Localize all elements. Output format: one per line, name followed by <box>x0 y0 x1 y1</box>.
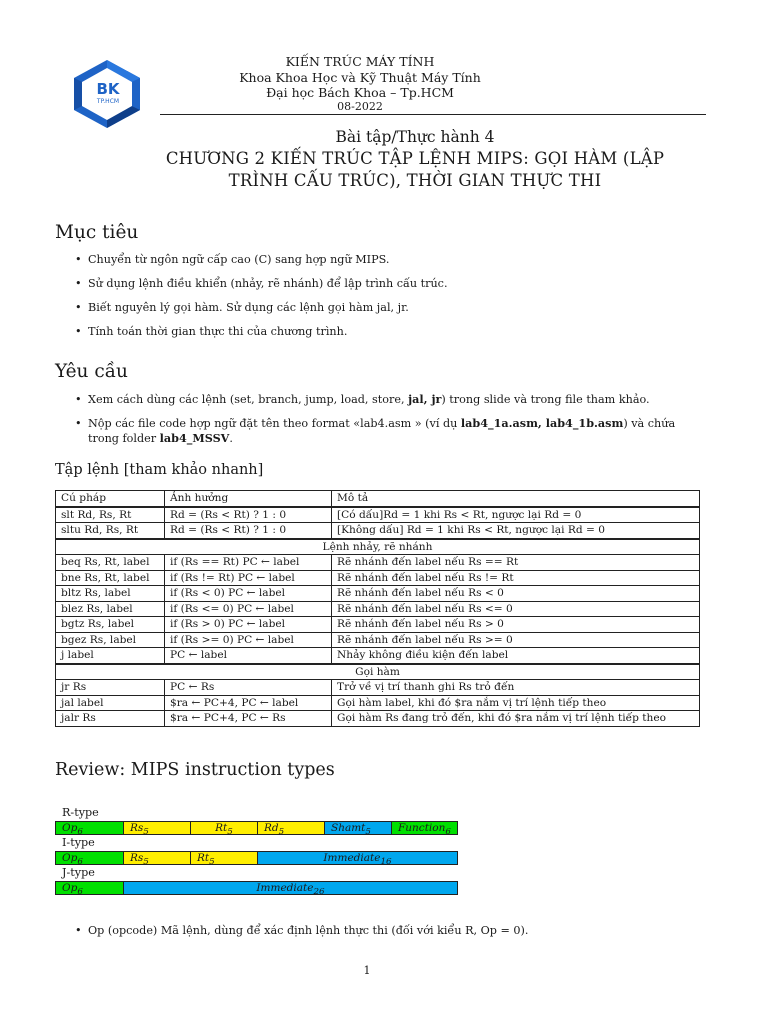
address-field: Immediate$_{26}$ <box>124 882 457 894</box>
req1-tail: ) trong slide và trong file tham khảo. <box>441 393 650 406</box>
table-cell: beq Rs, Rt, label <box>56 555 165 571</box>
table-cell: if (Rs <= 0) PC ← label <box>165 601 332 617</box>
table-cell: PC ← label <box>165 648 332 664</box>
table-row <box>56 570 700 586</box>
rs-field: $Rs_5$ <box>124 822 191 834</box>
header-cell: Ảnh hưởng <box>165 491 332 507</box>
table-row <box>56 711 700 727</box>
table-cell: $ra ← PC+4, PC ← Rs <box>165 711 332 727</box>
table-cell: Rd = (Rs < Rt) ? 1 : 0 <box>165 523 332 539</box>
table-row <box>56 617 700 633</box>
rs-field: $Rs_5$ <box>124 852 191 864</box>
list-item <box>75 416 705 446</box>
shamt-field: Shamt$_5$ <box>325 822 392 834</box>
table-row <box>56 680 700 696</box>
jtype-format-bar <box>55 881 458 895</box>
jtype-label: J-type <box>62 866 95 879</box>
chapter-title <box>120 148 710 192</box>
logo-text: BK <box>96 80 120 98</box>
table-cell: if (Rs >= 0) PC ← label <box>165 632 332 648</box>
table-cell: Rẽ nhánh đến label nếu Rs > 0 <box>332 617 700 633</box>
table-cell: Nhảy không điều kiện đến label <box>332 648 700 664</box>
itype-label: I-type <box>62 836 95 849</box>
table-section-row <box>56 664 700 680</box>
rtype-label: R-type <box>62 806 99 819</box>
table-cell: Rẽ nhánh đến label nếu Rs <= 0 <box>332 601 700 617</box>
header-course: KIẾN TRÚC MÁY TÍNH <box>285 54 435 69</box>
table-cell: blez Rs, label <box>56 601 165 617</box>
table-cell: Trở về vị trí thanh ghi Rs trỏ đến <box>332 680 700 696</box>
table-cell: [Không dấu] Rd = 1 khi Rs < Rt, ngược lại Rd = 0 <box>332 523 700 539</box>
table-cell: bgtz Rs, label <box>56 617 165 633</box>
req2-folder: lab4_MSSV <box>159 431 230 445</box>
table-cell: Rẽ nhánh đến label nếu Rs == Rt <box>332 555 700 571</box>
chapter-title-line2: TRÌNH CẤU TRÚC), THỜI GIAN THỰC THI <box>228 171 602 190</box>
table-heading: Tập lệnh [tham khảo nhanh] <box>55 462 264 478</box>
header-university: Đại học Bách Khoa – Tp.HCM <box>266 85 454 100</box>
table-cell: [Có dấu]Rd = 1 khi Rs < Rt, ngược lại Rd = 0 <box>332 507 700 523</box>
table-cell: jr Rs <box>56 680 165 696</box>
header-faculty: Khoa Khoa Học và Kỹ Thuật Máy Tính <box>239 70 481 85</box>
table-row <box>56 523 700 539</box>
table-cell: Gọi hàm Rs đang trỏ đến, khi đó $ra nắm vị trí lệnh tiếp theo <box>332 711 700 727</box>
table-cell: if (Rs > 0) PC ← label <box>165 617 332 633</box>
req2-bold: lab4_1a.asm, lab4_1b.asm <box>460 416 624 430</box>
rt-field: $Rt_5$ <box>191 822 258 834</box>
function-field: Function$_6$ <box>392 822 457 834</box>
op-field: $Op_6$ <box>56 852 124 864</box>
header-cell: Cú pháp <box>56 491 165 507</box>
list-item: • Tính toán thời gian thực thi của chương trình. <box>75 324 705 339</box>
lab-subtitle: Bài tập/Thực hành 4 <box>335 128 495 146</box>
rtype-format-bar <box>55 821 458 835</box>
table-cell: if (Rs == Rt) PC ← label <box>165 555 332 571</box>
table-row <box>56 695 700 711</box>
university-logo <box>70 58 144 128</box>
table-cell: jal label <box>56 695 165 711</box>
table-cell: Rd = (Rs < Rt) ? 1 : 0 <box>165 507 332 523</box>
logo-subtext: TP.HCM <box>96 98 120 105</box>
table-cell: slt Rd, Rs, Rt <box>56 507 165 523</box>
list-item: • Biết nguyên lý gọi hàm. Sử dụng các lệnh gọi hàm jal, jr. <box>75 300 705 315</box>
header-rule <box>160 114 706 115</box>
list-item: • Op (opcode) Mã lệnh, dùng để xác định lệnh thực thi (đối với kiểu R, Op = 0). <box>75 923 705 938</box>
itype-format-bar <box>55 851 458 865</box>
section-title-cell: Gọi hàm <box>56 664 700 680</box>
table-row <box>56 648 700 664</box>
rd-field: $Rd_5$ <box>258 822 325 834</box>
req2-text: Nộp các file code hợp ngữ đặt tên theo format «lab4.asm » (ví dụ <box>88 417 461 430</box>
list-item: • Sử dụng lệnh điều khiển (nhảy, rẽ nhánh) để lập trình cấu trúc. <box>75 276 705 291</box>
table-cell: j label <box>56 648 165 664</box>
table-header-row <box>56 491 700 507</box>
section-heading-objectives: Mục tiêu <box>55 222 139 243</box>
table-cell: Rẽ nhánh đến label nếu Rs >= 0 <box>332 632 700 648</box>
section-title-cell: Lệnh nhảy, rẽ nhánh <box>56 539 700 555</box>
req1-bold: jal, jr <box>408 392 442 406</box>
table-cell: if (Rs < 0) PC ← label <box>165 586 332 602</box>
table-row <box>56 555 700 571</box>
section-heading-requirements: Yêu cầu <box>55 361 128 382</box>
table-cell: $ra ← PC+4, PC ← label <box>165 695 332 711</box>
table-row <box>56 507 700 523</box>
table-cell: bltz Rs, label <box>56 586 165 602</box>
op-field: $Op_6$ <box>56 822 124 834</box>
table-cell: jalr Rs <box>56 711 165 727</box>
requirements-list <box>75 392 705 446</box>
header-cell: Mô tả <box>332 491 700 507</box>
review-notes-list <box>75 923 705 938</box>
table-cell: if (Rs != Rt) PC ← label <box>165 570 332 586</box>
table-cell: bgez Rs, label <box>56 632 165 648</box>
table-cell: Rẽ nhánh đến label nếu Rs != Rt <box>332 570 700 586</box>
list-item <box>75 392 705 407</box>
page-number: 1 <box>363 964 371 977</box>
table-row <box>56 601 700 617</box>
immediate-field: Immediate$_{16}$ <box>258 852 457 864</box>
req2-mid: ) và chứa trong folder <box>88 417 676 445</box>
table-cell: Rẽ nhánh đến label nếu Rs < 0 <box>332 586 700 602</box>
table-cell: PC ← Rs <box>165 680 332 696</box>
table-cell: sltu Rd, Rs, Rt <box>56 523 165 539</box>
rt-field: $Rt_5$ <box>191 852 258 864</box>
header-date: 08-2022 <box>337 100 383 113</box>
req1-text: Xem cách dùng các lệnh (set, branch, jump, load, store, <box>88 393 409 406</box>
table-section-row <box>56 539 700 555</box>
table-cell: Gọi hàm label, khi đó $ra nắm vị trí lệnh tiếp theo <box>332 695 700 711</box>
objectives-list <box>75 252 705 339</box>
chapter-title-line1: CHƯƠNG 2 KIẾN TRÚC TẬP LỆNH MIPS: GỌI HÀM (LẬP <box>165 149 665 168</box>
list-item: • Chuyển từ ngôn ngữ cấp cao (C) sang hợp ngữ MIPS. <box>75 252 705 267</box>
section-heading-review: Review: MIPS instruction types <box>55 760 335 780</box>
req2-tail: . <box>229 432 233 445</box>
table-row <box>56 632 700 648</box>
table-cell: bne Rs, Rt, label <box>56 570 165 586</box>
op-field: $Op_6$ <box>56 882 124 894</box>
table-row <box>56 586 700 602</box>
instruction-reference-table <box>55 490 700 727</box>
